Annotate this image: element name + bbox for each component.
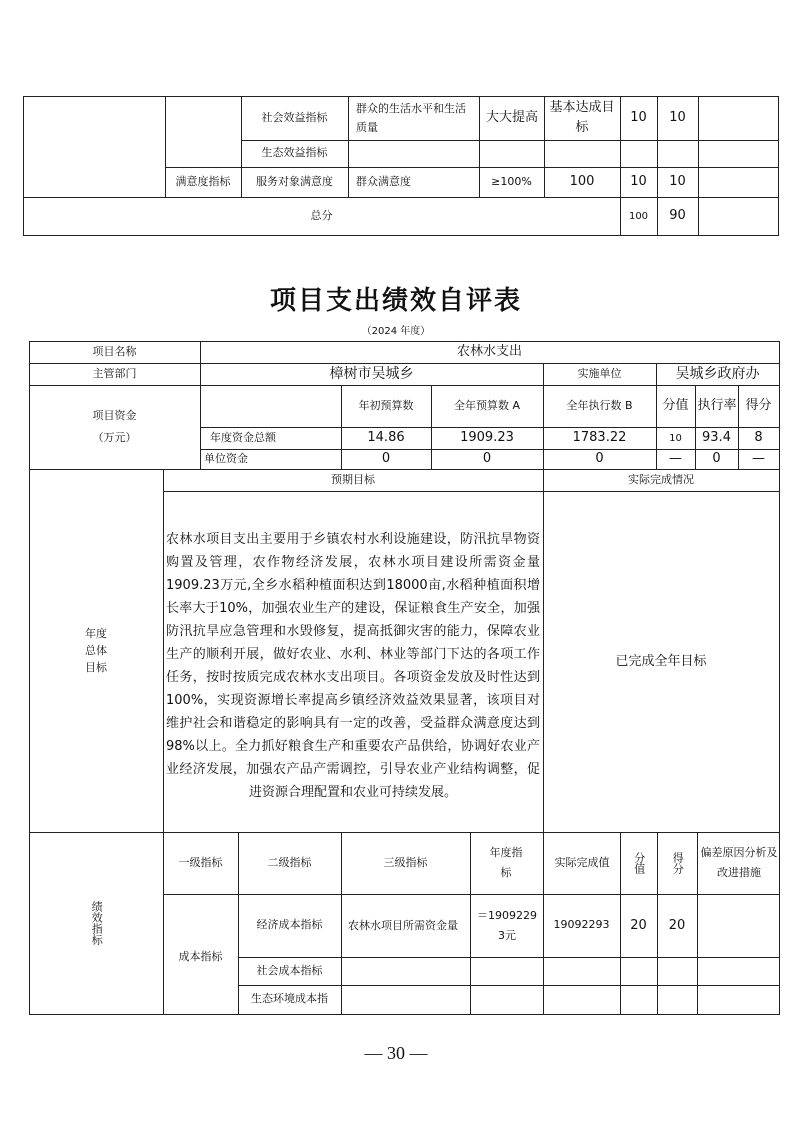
actual-completion-text: 已完成全年目标 <box>615 653 707 669</box>
target-cell: ≥100% <box>491 174 532 188</box>
funds-header-annual-a: 全年预算数 A <box>453 398 521 412</box>
expected-goal-text: 农林水项目支出主要用于乡镇农村水利设施建设，防汛抗旱物资购置及管理，农作物经济发展，农林水项目建设所需资金量1909.23万元,全乡水稻种植面积达到18000亩,水稻种植面积增长率大于10%，加强农业生产的建设，保证粮食生产安全，加强防汛抗旱应急管理和水毁修复，提高抵御灾害的能力，保障农业生产的顺利开展，做好农业、水利、林业等部门下达的各项工作任务，按时按质完成农林水支出项目。各项资金发放及时性达到100%，实现资源增长率提高乡镇经济效益效果显著，该项目对维护社会和谐稳定的影响具有一定的改善，受益群众满意度达到98%以上。全力抓好粮食生产和重要农产品供给，协调好农业产业经济发展，加强农产品产需调控，引导农业产业结构调整，促进资源合理配置和农业可持续发展。 <box>166 532 540 800</box>
perf-header-score-value-text: 分值 <box>632 852 646 874</box>
goal-label <box>29 469 163 832</box>
score-value-cell: 10 <box>630 174 647 190</box>
dept-value: 樟树市吴城乡 <box>329 365 414 382</box>
goal-label-line: 总体 <box>85 644 107 657</box>
funds-header-score: 得分 <box>745 398 772 414</box>
actual-cell: 100 <box>569 174 595 190</box>
impl-unit-value: 吴城乡政府办 <box>675 365 760 382</box>
perf-score-cell: 20 <box>668 917 686 933</box>
perf-header-annual: 年度指标 <box>489 846 523 879</box>
perf-level2-cell: 社会成本指标 <box>256 963 323 977</box>
target-cell: 大大提高 <box>486 110 539 125</box>
funds-rate: 0 <box>712 451 721 467</box>
funds-exec-b: 1783.22 <box>572 430 627 446</box>
funds-score: 8 <box>754 430 763 446</box>
perf-label <box>29 832 163 1014</box>
year-subtitle: （2024 年度） <box>361 326 431 337</box>
funds-annual-a: 0 <box>482 451 492 467</box>
page-number: — 30 — <box>364 1043 428 1063</box>
funds-annual-a: 1909.23 <box>460 430 514 446</box>
funds-header-score-value: 分值 <box>662 398 689 414</box>
funds-initial: 0 <box>381 451 391 467</box>
total-score: 90 <box>669 208 686 224</box>
funds-initial: 14.86 <box>367 430 405 446</box>
perf-header-score-value <box>620 832 657 894</box>
funds-header-rate: 执行率 <box>697 398 737 413</box>
level1-cell: 满意度指标 <box>175 174 231 188</box>
page-title: 项目支出绩效自评表 <box>269 286 522 316</box>
funds-unit-text: （万元） <box>92 431 137 444</box>
expected-goal-header: 预期目标 <box>331 472 375 486</box>
level2-cell: 服务对象满意度 <box>256 174 333 188</box>
funds-rate: 93.4 <box>702 430 731 446</box>
total-score-value: 100 <box>628 210 649 222</box>
perf-label-text: 绩效指标 <box>90 901 104 945</box>
funds-row-label: 年度资金总额 <box>210 430 276 444</box>
perf-level3-cell: 农林水项目所需资金量 <box>348 919 458 932</box>
funds-header-initial: 年初预算数 <box>358 398 414 412</box>
perf-header-score-text: 得分 <box>671 852 685 874</box>
funds-label <box>29 385 200 469</box>
project-name-value: 农林水支出 <box>456 344 522 360</box>
funds-score: — <box>752 451 765 467</box>
perf-level2-cell: 生态环境成本指 <box>251 992 328 1006</box>
level3-cell: 群众的生活水平和生活质量 <box>356 102 466 134</box>
level2-cell: 生态效益指标 <box>261 146 328 160</box>
score-value-cell: 10 <box>630 110 647 126</box>
perf-header-deviation: 偏差原因分析及改进措施 <box>700 846 778 879</box>
dept-label: 主管部门 <box>92 366 137 380</box>
funds-score-value: — <box>669 451 682 467</box>
funds-header-exec-b: 全年执行数 B <box>566 398 633 412</box>
score-cell: 10 <box>669 110 686 126</box>
impl-unit-label: 实施单位 <box>577 366 622 380</box>
score-cell: 10 <box>669 174 686 190</box>
perf-header-level1: 一级指标 <box>178 855 223 869</box>
perf-level2-cell: 经济成本指标 <box>256 918 323 932</box>
funds-score-value: 10 <box>669 432 682 444</box>
level2-cell: 社会效益指标 <box>261 110 328 124</box>
level3-cell: 群众满意度 <box>356 174 411 188</box>
goal-label-line: 目标 <box>85 661 107 674</box>
perf-score-value-cell: 20 <box>630 917 647 933</box>
funds-label-text: 项目资金 <box>92 409 137 422</box>
perf-header-score <box>657 832 697 894</box>
goal-label-line: 年度 <box>85 627 107 640</box>
funds-row-label: 单位资金 <box>204 451 248 465</box>
perf-header-level3: 三级指标 <box>383 855 428 869</box>
perf-level1-cell: 成本指标 <box>178 949 223 963</box>
perf-header-actual: 实际完成值 <box>554 856 610 869</box>
funds-exec-b: 0 <box>595 451 604 467</box>
perf-annual-cell: ＝19092293元 <box>477 908 537 942</box>
actual-completion-header: 实际完成情况 <box>628 472 694 486</box>
total-label: 总分 <box>310 208 333 222</box>
project-name-label: 项目名称 <box>92 344 137 358</box>
perf-header-level2: 二级指标 <box>267 855 312 869</box>
perf-actual-cell: 19092293 <box>553 918 610 932</box>
actual-cell: 基本达成目标 <box>549 100 615 135</box>
